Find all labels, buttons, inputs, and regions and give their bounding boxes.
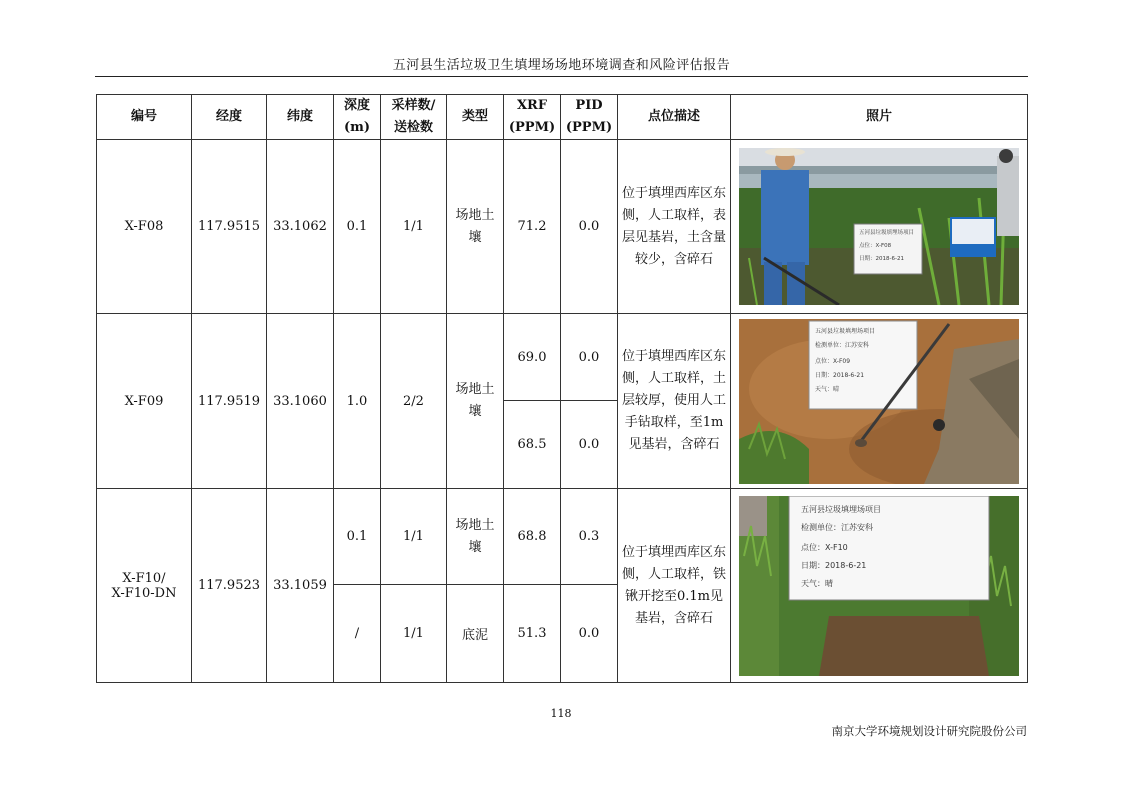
cell-id: X-F09 — [97, 314, 192, 489]
cell-longitude: 117.9519 — [192, 314, 267, 489]
col-header-latitude: 纬度 — [267, 95, 334, 140]
svg-text:天气：晴: 天气：晴 — [815, 385, 840, 393]
cell-xrf: 51.3 — [504, 585, 561, 683]
cell-samples: 1/1 — [381, 585, 447, 683]
svg-text:点位：X-F10: 点位：X-F10 — [801, 542, 848, 552]
cell-depth: 0.1 — [334, 489, 381, 585]
cell-id: X-F10/ X-F10-DN — [97, 489, 192, 683]
cell-pid: 0.0 — [561, 401, 618, 489]
cell-xrf: 68.8 — [504, 489, 561, 585]
col-header-longitude: 经度 — [192, 95, 267, 140]
field-sampling-photo — [739, 148, 1019, 305]
cell-samples: 1/1 — [381, 489, 447, 585]
col-header-photo: 照片 — [731, 95, 1028, 140]
header-rule — [95, 76, 1028, 77]
svg-text:日期：2018-6-21: 日期：2018-6-21 — [815, 371, 865, 379]
cell-photo — [731, 314, 1028, 489]
cell-type: 场地土壤 — [447, 314, 504, 489]
col-header-id: 编号 — [97, 95, 192, 140]
page-header-title: 五河县生活垃圾卫生填埋场场地环境调查和风险评估报告 — [392, 58, 731, 73]
svg-text:五河县垃圾填埋场项目: 五河县垃圾填埋场项目 — [815, 327, 876, 335]
table-header-row — [97, 95, 1028, 140]
cell-depth: / — [334, 585, 381, 683]
col-header-description: 点位描述 — [618, 95, 731, 140]
cell-photo — [731, 489, 1028, 683]
svg-text:五河县垃圾填埋场项目: 五河县垃圾填埋场项目 — [801, 504, 881, 514]
table-row — [97, 140, 1028, 314]
footer-company: 南京大学环境规划设计研究院股份公司 — [831, 724, 1027, 738]
cell-type: 场地土壤 — [447, 489, 504, 585]
soil-auger-photo — [739, 319, 1019, 484]
cell-latitude: 33.1059 — [267, 489, 334, 683]
svg-text:日期：2018-6-21: 日期：2018-6-21 — [859, 256, 904, 262]
svg-text:五河县垃圾填埋场项目: 五河县垃圾填埋场项目 — [859, 230, 915, 236]
cell-pid: 0.0 — [561, 585, 618, 683]
svg-text:检测单位：江苏安科: 检测单位：江苏安科 — [801, 522, 873, 532]
cell-longitude: 117.9523 — [192, 489, 267, 683]
svg-text:检测单位：江苏安科: 检测单位：江苏安科 — [815, 341, 870, 349]
cell-photo — [731, 140, 1028, 314]
cell-samples: 2/2 — [381, 314, 447, 489]
cell-depth: 1.0 — [334, 314, 381, 489]
col-header-xrf: XRF (PPM) — [504, 95, 561, 140]
col-header-depth: 深度 (m) — [334, 95, 381, 140]
cell-type: 底泥 — [447, 585, 504, 683]
table-row — [97, 489, 1028, 585]
cell-description: 位于填埋西库区东侧，人工取样，表层见基岩，土含量较少，含碎石 — [618, 140, 731, 314]
cell-longitude: 117.9515 — [192, 140, 267, 314]
col-header-samples: 采样数/ 送检数 — [381, 95, 447, 140]
cell-description: 位于填埋西库区东侧，人工取样，土层较厚，使用人工手钻取样，至1m见基岩，含碎石 — [618, 314, 731, 489]
col-header-pid: PID (PPM) — [561, 95, 618, 140]
svg-text:点位：X-F09: 点位：X-F09 — [815, 357, 851, 365]
cell-pid: 0.3 — [561, 489, 618, 585]
cell-depth: 0.1 — [334, 140, 381, 314]
cell-xrf: 69.0 — [504, 314, 561, 401]
svg-text:点位：X-F08: 点位：X-F08 — [859, 243, 892, 249]
cell-type: 场地土壤 — [447, 140, 504, 314]
sampling-board-photo — [739, 496, 1019, 676]
cell-latitude: 33.1060 — [267, 314, 334, 489]
svg-text:天气：晴: 天气：晴 — [801, 578, 833, 588]
cell-pid: 0.0 — [561, 140, 618, 314]
page-number: 118 — [550, 707, 572, 720]
col-header-type: 类型 — [447, 95, 504, 140]
cell-xrf: 68.5 — [504, 401, 561, 489]
table-row — [97, 314, 1028, 401]
sampling-table — [96, 94, 1028, 683]
cell-pid: 0.0 — [561, 314, 618, 401]
svg-text:日期：2018-6-21: 日期：2018-6-21 — [801, 560, 867, 570]
cell-latitude: 33.1062 — [267, 140, 334, 314]
cell-id: X-F08 — [97, 140, 192, 314]
cell-samples: 1/1 — [381, 140, 447, 314]
cell-description: 位于填埋西库区东侧，人工取样，铁锹开挖至0.1m见基岩，含碎石 — [618, 489, 731, 683]
cell-xrf: 71.2 — [504, 140, 561, 314]
